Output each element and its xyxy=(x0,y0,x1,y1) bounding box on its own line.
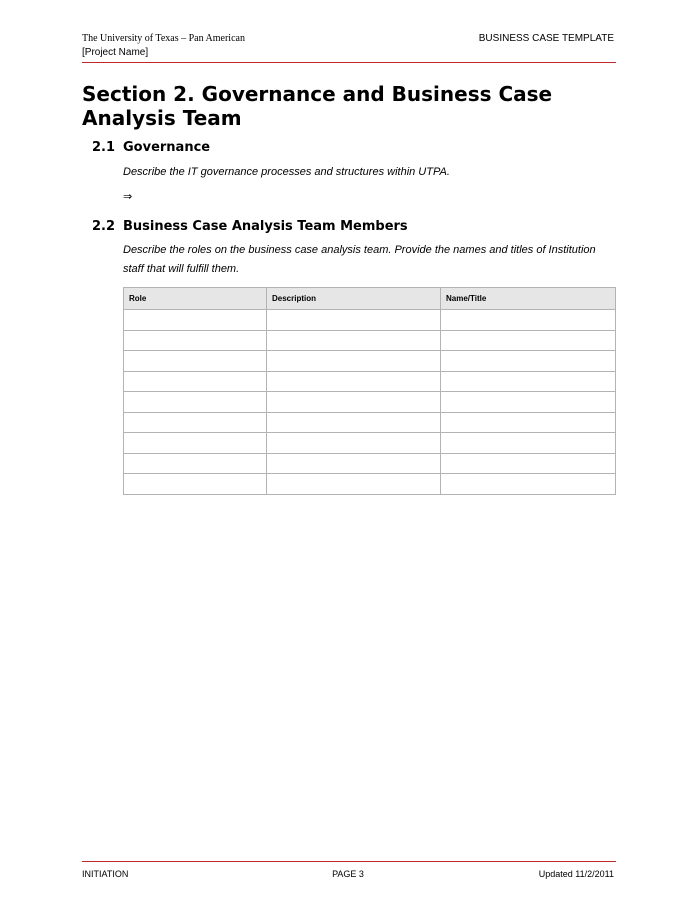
header-template-title: BUSINESS CASE TEMPLATE xyxy=(478,33,614,44)
table-cell[interactable] xyxy=(267,330,441,351)
table-cell[interactable] xyxy=(124,474,267,495)
table-cell[interactable] xyxy=(124,392,267,413)
column-header-description: Description xyxy=(267,288,441,310)
table-cell[interactable] xyxy=(441,351,616,372)
header-institution: The University of Texas – Pan American xyxy=(82,33,245,44)
footer-rule xyxy=(82,861,616,862)
table-cell[interactable] xyxy=(124,433,267,454)
table-cell[interactable] xyxy=(124,310,267,331)
table-cell[interactable] xyxy=(267,433,441,454)
table-cell[interactable] xyxy=(267,371,441,392)
table-cell[interactable] xyxy=(441,392,616,413)
table-cell[interactable] xyxy=(124,453,267,474)
table-row xyxy=(124,330,616,351)
table-cell[interactable] xyxy=(267,412,441,433)
team-description: Describe the roles on the business case analysis team. Provide the names and titles of Institution staff that will fulfill them. xyxy=(123,244,596,275)
table-row xyxy=(124,412,616,433)
table-cell[interactable] xyxy=(267,392,441,413)
table-cell[interactable] xyxy=(124,351,267,372)
table-cell[interactable] xyxy=(441,412,616,433)
table-cell[interactable] xyxy=(441,310,616,331)
column-header-name-title: Name/Title xyxy=(441,288,616,310)
table-cell[interactable] xyxy=(441,433,616,454)
footer-updated-date: Updated 11/2/2011 xyxy=(538,869,614,879)
table-cell[interactable] xyxy=(267,453,441,474)
table-cell[interactable] xyxy=(267,474,441,495)
column-header-role: Role xyxy=(124,288,267,310)
table-cell[interactable] xyxy=(124,330,267,351)
table-row xyxy=(124,371,616,392)
governance-description: Describe the IT governance processes and structures within UTPA. xyxy=(123,166,450,178)
table-cell[interactable] xyxy=(267,310,441,331)
table-cell[interactable] xyxy=(441,453,616,474)
team-heading xyxy=(92,219,408,234)
governance-heading xyxy=(92,140,210,155)
table-row xyxy=(124,474,616,495)
header-project-name: [Project Name] xyxy=(82,47,149,58)
section-title: Section 2. Governance and Business Case Analysis Team xyxy=(82,82,553,130)
table-cell[interactable] xyxy=(267,351,441,372)
right-arrow-icon: ⇒ xyxy=(123,190,133,203)
table-row xyxy=(124,433,616,454)
team-title: Business Case Analysis Team Members xyxy=(123,219,408,234)
table-row xyxy=(124,392,616,413)
table-header-row xyxy=(124,288,616,310)
table-cell[interactable] xyxy=(124,412,267,433)
team-members-table xyxy=(123,287,616,495)
team-number: 2.2 xyxy=(92,219,116,234)
table-cell[interactable] xyxy=(441,330,616,351)
footer-page-number: PAGE 3 xyxy=(332,869,364,879)
table-cell[interactable] xyxy=(124,371,267,392)
table-cell[interactable] xyxy=(441,371,616,392)
header-rule xyxy=(82,62,616,63)
table-row xyxy=(124,310,616,331)
table-cell[interactable] xyxy=(441,474,616,495)
table-row xyxy=(124,351,616,372)
governance-title: Governance xyxy=(123,140,211,155)
table-row xyxy=(124,453,616,474)
governance-number: 2.1 xyxy=(92,140,116,155)
footer-phase: INITIATION xyxy=(82,869,129,879)
